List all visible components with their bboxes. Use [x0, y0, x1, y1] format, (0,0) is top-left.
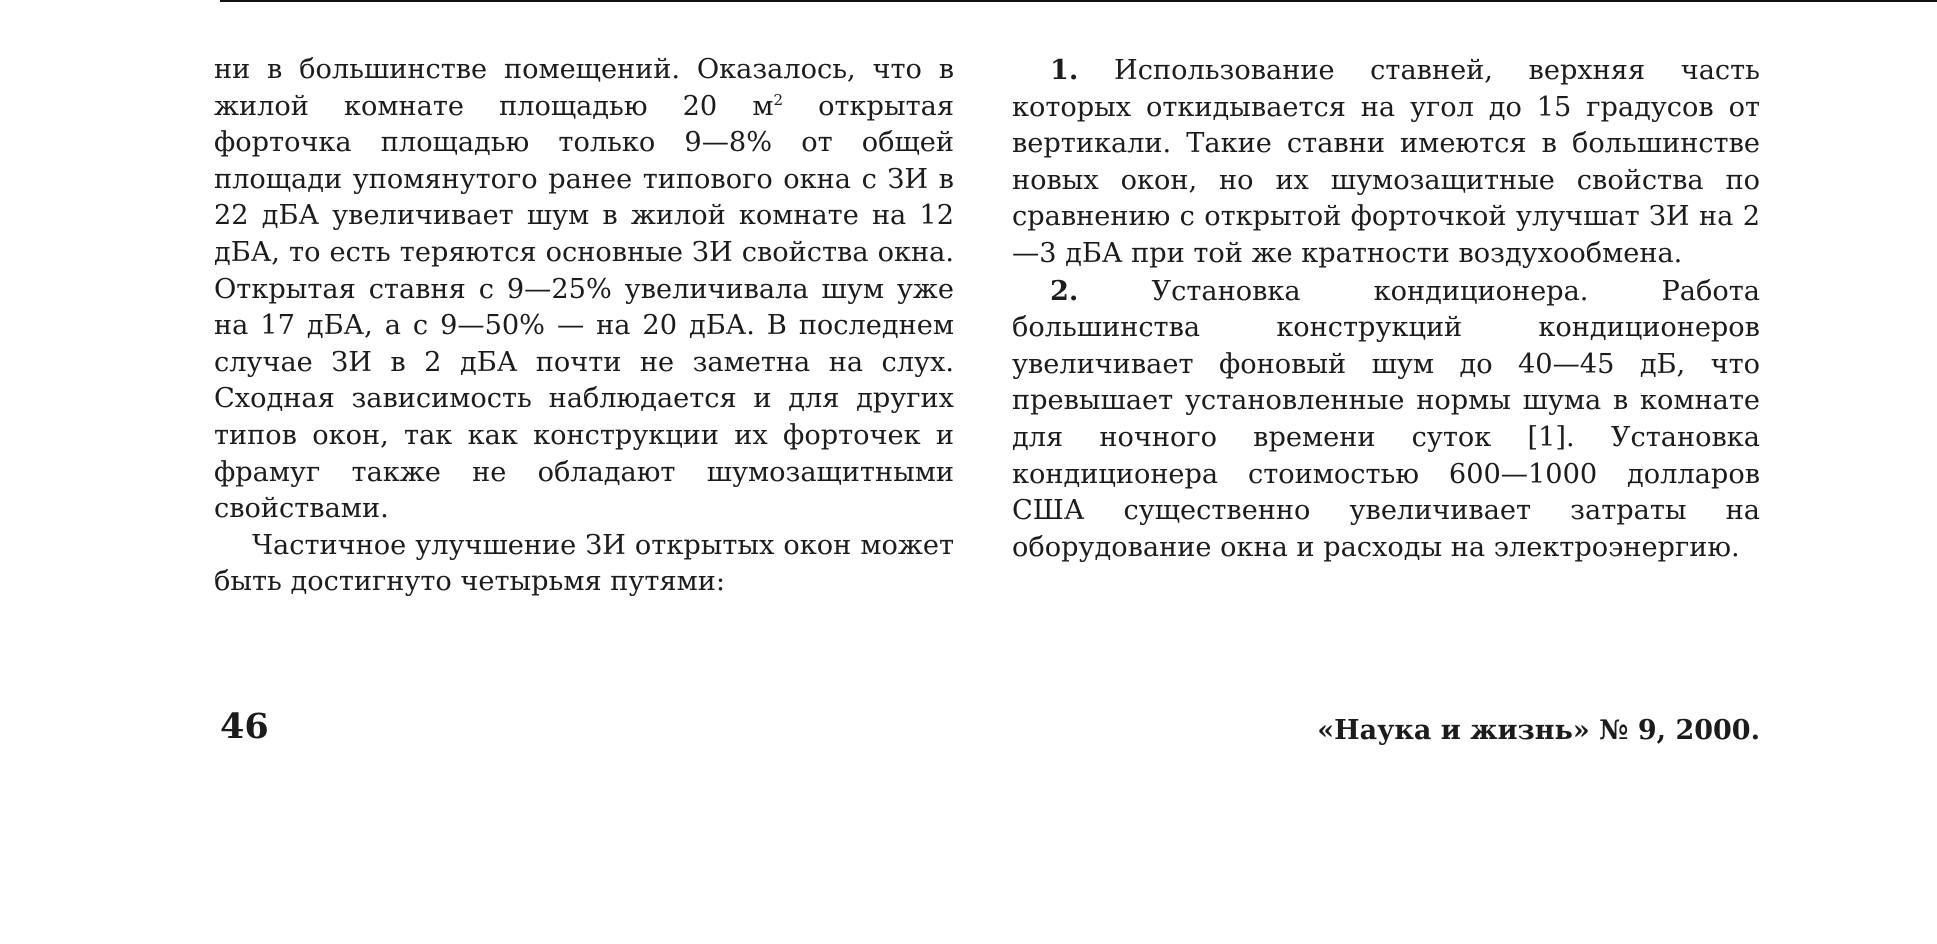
left-column: [214, 52, 954, 601]
left-paragraph-1-text-end: открытая форточка площадью только 9—8% от общей площади упомянутого ранее типового окна с ЗИ в 22 дБА увеличивает шум в жилой комнате на 12 дБА, то есть теряются основные ЗИ свойства окна. Открытая ставня с 9—25% увеличивала шум уже на 17 дБА, а с 9—50% — на 20 дБА. В последнем случае ЗИ в 2 дБА почти не заметна на слух. Сходная зависимость наблюдается и для других типов окон, так как конструкции их форточек и фрамуг также не обладают шумозащитными свойствами.: [214, 90, 954, 525]
list-item-1: [1012, 52, 1760, 273]
left-paragraph-2: Частичное улучшение ЗИ открытых окон может быть достигнуто четырьмя путями:: [214, 529, 954, 598]
left-paragraph-1: [214, 52, 954, 528]
top-rule: [220, 0, 1937, 2]
list-item-1-number: 1.: [1050, 54, 1079, 86]
left-paragraph-1-text-start: ни в большинстве помещений. Оказалось, что в жилой комнате площадью 20 м: [214, 54, 954, 122]
list-item-2-text: Установка кондиционера. Работа большинства конструкций кондиционеров увеличивает фоновый шум до 40—45 дБ, что превышает установленные нормы шума в комнате для ночного времени суток [1]. Установка кондиционера стоимостью 600—1000 долларов США существенно увеличивает затраты на оборудование окна и расходы на электроэнергию.: [1012, 275, 1760, 563]
journal-footer: «Наука и жизнь» № 9, 2000.: [1317, 715, 1760, 746]
list-item-2-number: 2.: [1050, 274, 1079, 307]
superscript-2: 2: [773, 90, 784, 109]
page-number: 46: [220, 706, 269, 747]
list-item-1-text: Использование ставней, верхняя часть которых откидывается на угол до 15 градусов от вертикали. Такие ставни имеются в большинстве новых окон, но их шумозащитные свойства по сравнению с открытой форточкой улучшат ЗИ на 2—3 дБА при той же кратности воздухообмена.: [1012, 55, 1760, 269]
right-column: [1012, 52, 1760, 566]
list-item-2: [1012, 273, 1760, 567]
